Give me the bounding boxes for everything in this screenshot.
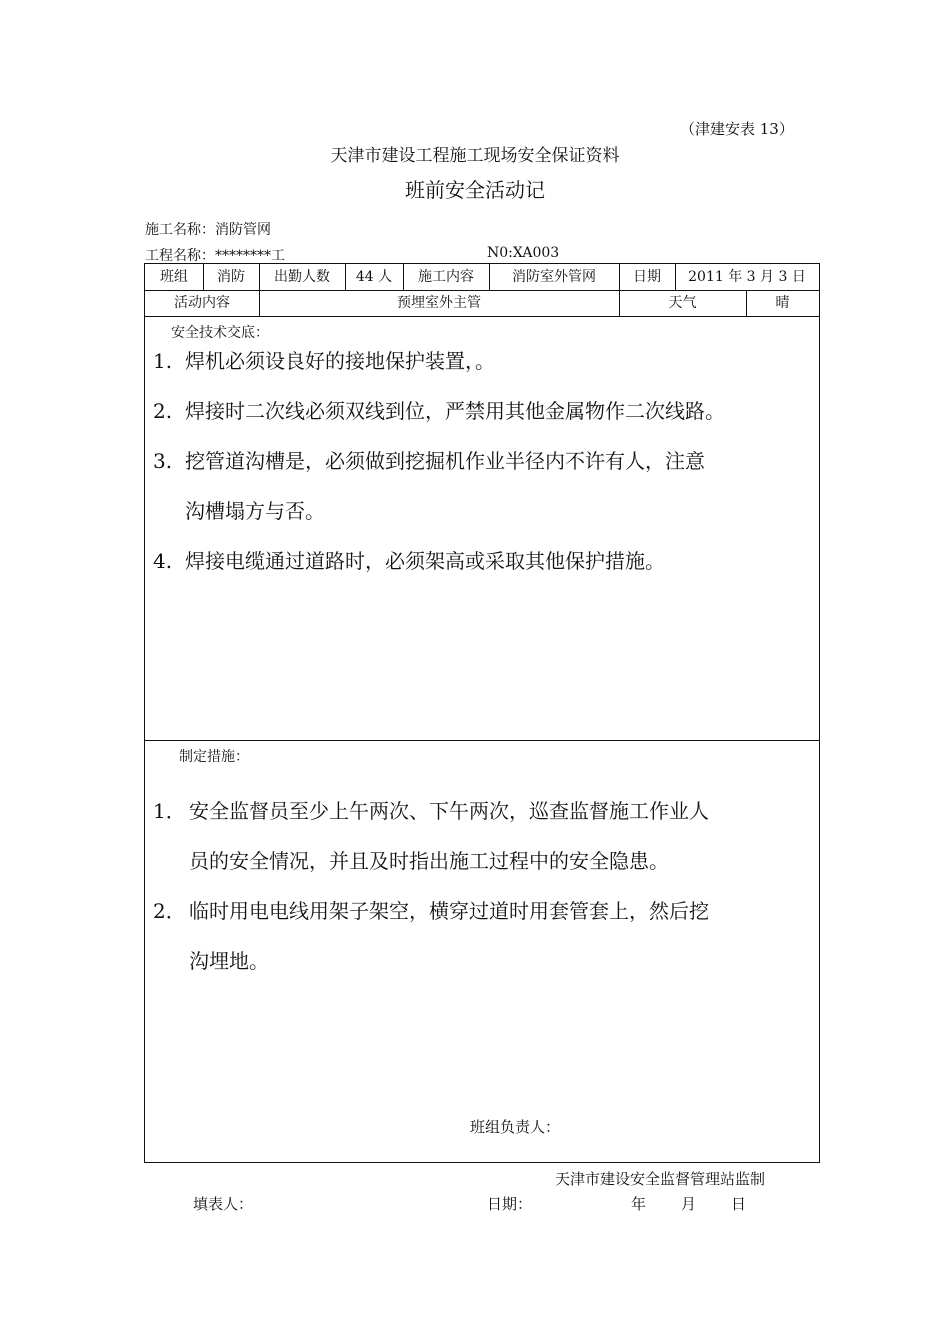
document-title: 天津市建设工程施工现场安全保证资料 — [330, 146, 620, 166]
attendance-label: 出勤人数 — [274, 269, 330, 285]
work-content-value: 消防室外管网 — [512, 269, 596, 285]
issuer: 天津市建设安全监督管理站监制 — [555, 1170, 766, 1188]
item-text: 焊机必须设良好的接地保护装置，。 — [185, 349, 495, 373]
team-value: 消防 — [217, 269, 245, 285]
briefing-item-1 — [153, 336, 495, 386]
item-number: 1. — [153, 349, 173, 373]
item-text: 临时用电电线用架子架空，横穿过道时用套管套上，然后挖 — [189, 899, 709, 923]
work-content-label: 施工内容 — [418, 269, 474, 285]
footer-day: 日 — [731, 1195, 747, 1213]
item-number: 4. — [153, 549, 173, 573]
measure-item-1-continued: 员的安全情况，并且及时指出施工过程中的安全隐患。 — [189, 849, 669, 873]
activity-value: 预埋室外主管 — [397, 295, 481, 311]
footer-date-label: 日期： — [487, 1195, 533, 1213]
attendance-value: 44 人 — [355, 269, 393, 285]
briefing-label: 安全技术交底： — [171, 325, 269, 341]
briefing-item-3 — [153, 436, 705, 486]
briefing-item-4 — [153, 536, 665, 586]
weather-value: 晴 — [775, 295, 790, 311]
section-divider — [145, 740, 819, 741]
document-subtitle: 班前安全活动记 — [405, 178, 545, 202]
item-text: 焊接电缆通过道路时，必须架高或采取其他保护措施。 — [185, 549, 665, 573]
measure-item-1 — [153, 786, 709, 836]
weather-label: 天气 — [668, 295, 697, 311]
measure-item-2 — [153, 886, 709, 936]
document-number: N0:XA003 — [487, 245, 560, 261]
filler-label: 填表人： — [193, 1195, 254, 1213]
date-value: 2011 年 3 月 3 日 — [688, 269, 806, 285]
project-name: 工程名称：********工 — [145, 248, 285, 264]
measures-label: 制定措施： — [179, 749, 249, 765]
construction-name: 施工名称：消防管网 — [145, 222, 271, 238]
form-code: （津建安表 13） — [680, 120, 794, 138]
item-text: 安全监督员至少上午两次、下午两次，巡查监督施工作业人 — [189, 799, 709, 823]
row-divider — [145, 316, 819, 317]
measure-item-2-continued: 沟埋地。 — [189, 949, 269, 973]
item-number: 3. — [153, 449, 173, 473]
item-number: 2． — [153, 899, 186, 923]
team-leader-label: 班组负责人： — [470, 1118, 561, 1136]
footer-year: 年 — [631, 1195, 647, 1213]
item-text: 挖管道沟槽是，必须做到挖掘机作业半径内不许有人，注意 — [185, 449, 705, 473]
briefing-item-2 — [153, 386, 725, 436]
team-label: 班组 — [160, 269, 188, 285]
activity-record-table — [144, 263, 820, 1163]
item-number: 1． — [153, 799, 186, 823]
item-text: 焊接时二次线必须双线到位，严禁用其他金属物作二次线路。 — [185, 399, 725, 423]
footer-month: 月 — [681, 1195, 697, 1213]
date-label: 日期 — [633, 269, 661, 285]
activity-label: 活动内容 — [174, 295, 230, 311]
item-number: 2. — [153, 399, 173, 423]
briefing-item-3-continued: 沟槽塌方与否。 — [185, 499, 325, 523]
